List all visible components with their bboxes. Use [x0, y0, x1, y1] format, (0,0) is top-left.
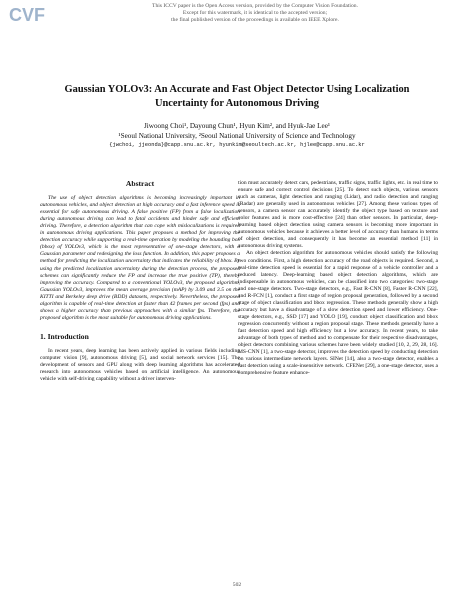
abstract-text: The use of object detection algorithms is becoming increasingly important in autonomous vehicles, and object detection at high accuracy and a fast inference speed is essential for safe autonomous driving. A false positive (FP) from a false localization during autonomous driving can lead to fatal accidents and hinder safe and efficient driving. Therefore, a detection algorithm that can cope with mislocalizations is required in autonomous driving applications. This paper proposes a method for improving the detection accuracy while supporting a real-time operation by modeling the bounding box (bbox) of YOLOv3, which is the most representative of one-stage detectors, with a Gaussian parameter and redesigning the loss function. In addition, this paper proposes a method for predicting the localization uncertainty that indicates the reliability of bbox. By using the predicted localization uncertainty during the detection process, the proposed schemes can significantly reduce the FP and increase the true positive (TP), thereby improving the accuracy. Compared to a conventional YOLOv3, the proposed algorithm, Gaussian YOLOv3, improves the mean average precision (mAP) by 3.09 and 3.5 on the KITTI and Berkeley deep drive (BDD) datasets, respectively. Nevertheless, the proposed algorithm is capable of real-time detection at faster than 42 frames per second (fps) and shows a higher accuracy than previous approaches with a similar fps. Therefore, the proposed algorithm is the most suitable for autonomous driving applications.	[40, 195, 240, 321]
author-names: Jiwoong Choi¹, Dayoung Chun¹, Hyun Kim², and Hyuk-Jae Lee¹	[143, 122, 331, 130]
right-paragraph-2: An object detection algorithm for autonomous vehicles should satisfy the following two conditions. First, a high detection accuracy of the road objects is required. Second, a real-time detection speed is essential for a rapid response of a vehicle controller and a reduced latency. Deep-learning based object detection algorithms, which are indispensable in autonomous vehicles, can be classified into two categories: two-stage and one-stage detectors. Two-stage detectors, e.g., Fast R-CNN [8], Faster R-CNN [22], and R-FCN [1], conduct a first stage of region proposal generation, followed by a second stage of object classification and bbox regression. These methods generally show a high accuracy but have a disadvantage of a slow detection speed and lower efficiency. One-stage detectors, e.g., SSD [17] and YOLO [19], conduct object classification and bbox regression concurrently without a region proposal stage. These methods generally have a fast detection speed and high efficiency but a low accuracy. In recent years, to take advantage of both types of method and to compensate for their respective disadvantages, object detectors combining various schemes have been widely studied [10, 2, 29, 28, 16]. MS-CNN [1], a two-stage detector, improves the detection speed by conducting detection on various intermediate network layers. SINet [14], also a two-stage detector, enables a fast detection using a scale-insensitive network. CFENet [29], a one-stage detector, uses a comprehensive feature enhance-	[238, 250, 438, 377]
cvf-logo-icon	[6, 2, 46, 26]
watermark-line-3: the final published version of the proceedings is available on IEEE Xplore.	[171, 17, 339, 24]
right-column	[238, 180, 438, 377]
introduction-heading: 1. Introduction	[40, 331, 89, 341]
watermark-line-2: Except for this watermark, it is identical to the accepted version;	[182, 10, 328, 17]
author-block	[20, 122, 454, 151]
right-paragraph-1: tion must accurately detect cars, pedestrians, traffic signs, traffic lights, etc. in real time to ensure safe and correct control decisions [25]. To detect such objects, various sensors such as cameras, light detection and ranging (Lidar), and radio detection and ranging (Radar) are generally used in autonomous vehicles [27]. Among these various types of sensors, a camera sensor can accurately identify the object type based on texture and color features and is more cost-effective [24] than other sensors. In particular, deep-learning based object detection using camera sensors is becoming more important in autonomous vehicles because it achieves a better level of accuracy than humans in terms of object detection, and consequently it has become an essential method [11] in autonomous driving systems.	[238, 180, 438, 250]
abstract-body	[40, 195, 240, 322]
paper-title-line-2: Uncertainty for Autonomous Driving	[154, 97, 320, 109]
left-column	[40, 180, 240, 383]
cvf-logo-text: CVF	[9, 5, 45, 25]
introduction-paragraph: In recent years, deep learning has been actively applied in various fields including computer vision [9], autonomous driving [5], and social network services [15]. The development of sensors and GPU along with deep learning algorithms has accelerated research into autonomous vehicles based on artificial intelligence. An autonomous vehicle with self-driving capability without a driver interven-	[40, 347, 240, 383]
paper-title	[20, 83, 454, 110]
page-number: 502	[232, 582, 242, 588]
author-affiliations: ¹Seoul National University, ²Seoul National University of Science and Technology	[118, 131, 356, 140]
abstract-heading: Abstract	[125, 179, 155, 188]
watermark-line-1: This ICCV paper is the Open Access version, provided by the Computer Vision Foundation.	[152, 3, 358, 9]
open-access-watermark	[110, 3, 400, 25]
author-emails: {jwchoi, jjeonda}@capp.snu.ac.kr, hyunkim@seoultech.ac.kr, hjlee@capp.snu.ac.kr	[109, 142, 365, 148]
cvf-logo	[6, 2, 46, 26]
paper-title-line-1: Gaussian YOLOv3: An Accurate and Fast Object Detector Using Localization	[64, 84, 410, 95]
